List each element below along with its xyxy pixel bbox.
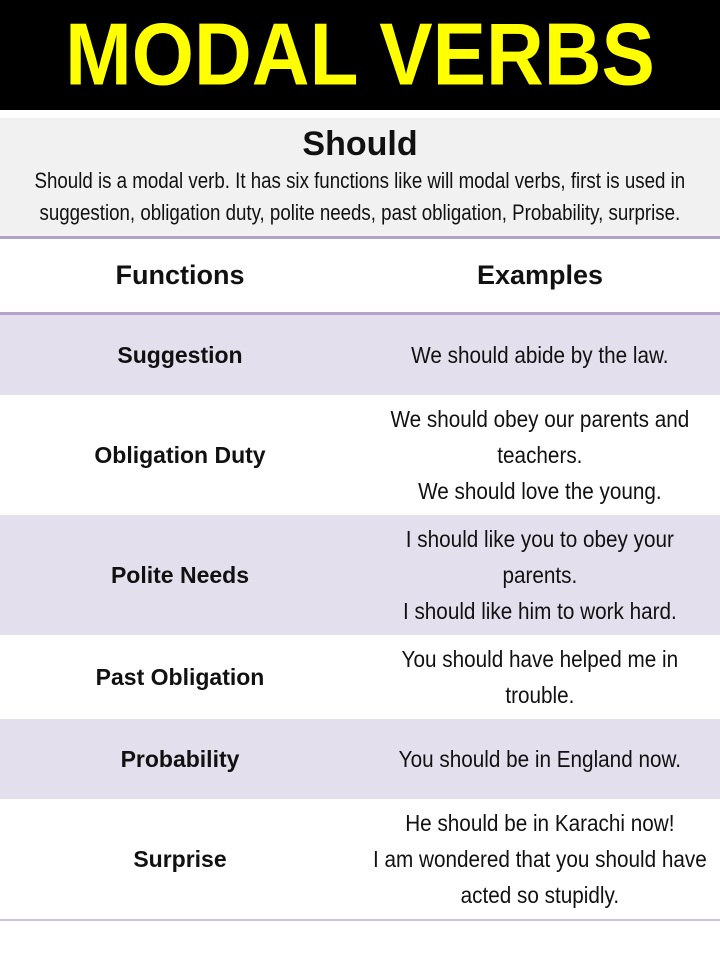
example-sentence: We should love the young. [418, 478, 662, 504]
functions-table [0, 236, 720, 921]
example-sentence: I am wondered that you should have acted so stupidly. [373, 846, 707, 908]
table-row [0, 799, 720, 919]
examples-cell [360, 635, 720, 719]
table-header-row [0, 239, 720, 315]
intro-title: Should [302, 125, 418, 163]
column-header-examples: Examples [476, 260, 604, 290]
example-sentence: I should like him to work hard. [403, 598, 677, 624]
function-cell: Polite Needs [110, 561, 250, 588]
table-body [0, 315, 720, 919]
function-cell: Obligation Duty [94, 441, 266, 468]
function-cell: Past Obligation [95, 663, 265, 690]
example-sentence: We should abide by the law. [411, 342, 669, 368]
examples-cell [360, 315, 720, 395]
intro-description: Should is a modal verb. It has six functions like will modal verbs, first is used in suggestion, obligation duty, polite needs, past obligation, Probability, surprise. [34, 168, 686, 225]
example-sentence: You should have helped me in trouble. [401, 646, 679, 708]
table-row [0, 515, 720, 635]
example-sentence: He should be in Karachi now! [405, 810, 675, 836]
function-cell: Surprise [133, 845, 227, 872]
banner-title: MODAL VERBS [65, 5, 655, 104]
examples-cell [360, 395, 720, 515]
banner [0, 0, 720, 110]
column-header-functions: Functions [115, 260, 245, 290]
examples-cell [360, 799, 720, 919]
example-sentence: You should be in England now. [398, 746, 682, 772]
intro-section [0, 118, 720, 236]
examples-cell [360, 515, 720, 635]
examples-cell [360, 719, 720, 799]
table-row [0, 635, 720, 719]
table-row [0, 315, 720, 395]
function-cell: Probability [120, 745, 240, 772]
example-sentence: I should like you to obey your parents. [405, 526, 675, 588]
table-row [0, 395, 720, 515]
table-row [0, 719, 720, 799]
example-sentence: We should obey our parents and teachers. [390, 406, 690, 468]
function-cell: Suggestion [117, 341, 243, 368]
